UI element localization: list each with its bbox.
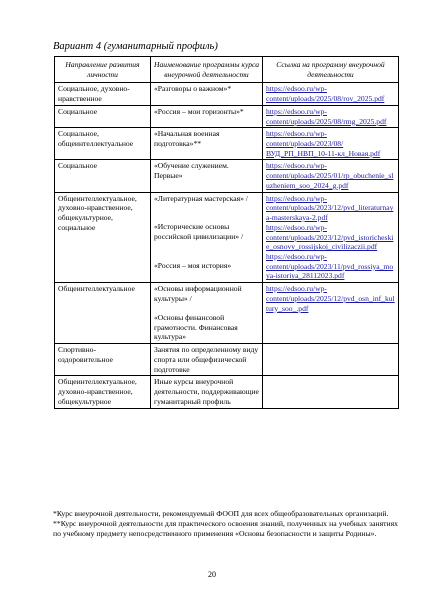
program-cell: [151, 283, 263, 344]
program-name: «Россия – моя история»: [154, 260, 232, 270]
header-link: Ссылка на программу внеурочной деятельности: [263, 57, 399, 83]
program-link[interactable]: https://edsoo.ru/wp-content/uploads/2025/08/rov_2025.pdf: [266, 84, 385, 104]
program-cell: [151, 83, 263, 105]
link-cell: [263, 160, 399, 192]
program-name: Занятия по определенному виду спорта или общефизической подготовке: [154, 345, 259, 374]
program-name: «Разговоры о важном»*: [154, 84, 232, 94]
table-row: [55, 105, 399, 127]
footnote: *Курс внеурочной деятельности, рекомендуемый ФООП для всех общеобразовательных организаций.: [53, 509, 389, 518]
header-direction: Направление развития личности: [55, 57, 151, 83]
program-name: «Начальная военная подготовка»**: [154, 129, 220, 149]
table-row: [55, 160, 399, 192]
link-cell: [263, 105, 399, 127]
link-cell: [263, 128, 399, 160]
direction-cell: Общеинтеллектуальное, духовно-нравственное, общекультурное, социальное: [55, 192, 151, 282]
program-name: «Россия – мои горизонты»*: [154, 106, 244, 116]
table-header-row: [55, 57, 399, 83]
program-cell: [151, 192, 263, 282]
program-link[interactable]: https://edsoo.ru/wp-content/uploads/2025/12/pvd_osn_inf_kultury_soo_.pdf: [266, 284, 395, 313]
program-link[interactable]: https://edsoo.ru/wp-content/uploads/2023/12/pvd_literaturnaya-masterskaya-2.pdf: [266, 193, 394, 223]
link-cell: [263, 83, 399, 105]
footnote: **Курс внеурочной деятельности для практического освоения знаний, полученных на учебных занятиях по учебному предмету непосредственного применения «Основы безопасности и защиты Родины».: [53, 519, 398, 538]
link-cell: [263, 344, 399, 376]
table-row: [55, 192, 399, 282]
program-link[interactable]: https://edsoo.ru/wp-content/uploads/2023/08/ВУД_РП_НВП_10-11-кл_Новая.pdf: [266, 129, 381, 158]
direction-cell: Социальное: [55, 160, 151, 192]
program-link[interactable]: https://edsoo.ru/wp-content/uploads/2025/01/rp_obucheníe_sluzheniem_soo_2024_g.pdf: [266, 161, 394, 190]
link-cell: [263, 376, 399, 408]
program-name: «Основы информационной культуры» /: [154, 284, 242, 303]
program-cell: [151, 128, 263, 160]
program-name: «Исторические основы российской цивилизации» /: [154, 222, 244, 242]
program-cell: [151, 160, 263, 192]
program-link[interactable]: https://edsoo.ru/wp-content/uploads/2025/08/rmg_2025.pdf: [266, 106, 387, 126]
program-cell: [151, 105, 263, 127]
extracurricular-table: [54, 56, 399, 409]
direction-cell: Спортивно-оздоровительное: [55, 344, 151, 376]
page-number: 20: [208, 570, 216, 579]
program-name: «Литературная мастерская» /: [154, 193, 248, 203]
program-name: Иные курсы внеурочной деятельности, поддерживающие гуманитарный профиль: [154, 377, 259, 406]
program-cell: [151, 376, 263, 408]
program-name: «Основы финансовой грамотности. Финансовая культура»: [154, 313, 238, 342]
table-row: [55, 376, 399, 408]
table-row: [55, 283, 399, 344]
footnotes: [53, 509, 398, 539]
link-cell: [263, 283, 399, 344]
table-row: [55, 344, 399, 376]
direction-cell: Общеинтеллектуальное, духовно-нравственное, общекультурное: [55, 376, 151, 408]
page-title: Вариант 4 (гуманитарный профиль): [53, 41, 218, 52]
link-cell: [263, 192, 399, 282]
program-name: «Обучение служением. Первые»: [154, 161, 229, 181]
direction-cell: Социальное, общеинтеллектуальное: [55, 128, 151, 160]
direction-cell: Социальное: [55, 105, 151, 127]
program-cell: [151, 344, 263, 376]
direction-cell: Общеинтеллектуальное: [55, 283, 151, 344]
program-link[interactable]: https://edsoo.ru/wp-content/uploads/2023/12/pvd_istoricheskie_osnovy_rossijskoj_civilizaczii.pdf: [266, 222, 394, 252]
table-row: [55, 83, 399, 105]
direction-cell: Социальное, духовно-нравственное: [55, 83, 151, 105]
table-row: [55, 128, 399, 160]
header-program: Наименование программы курса внеурочной деятельности: [151, 57, 263, 83]
program-link[interactable]: https://edsoo.ru/wp-content/uploads/2023/11/pvd_rossiya_moya-istoriya_28112023.pdf: [266, 251, 394, 281]
